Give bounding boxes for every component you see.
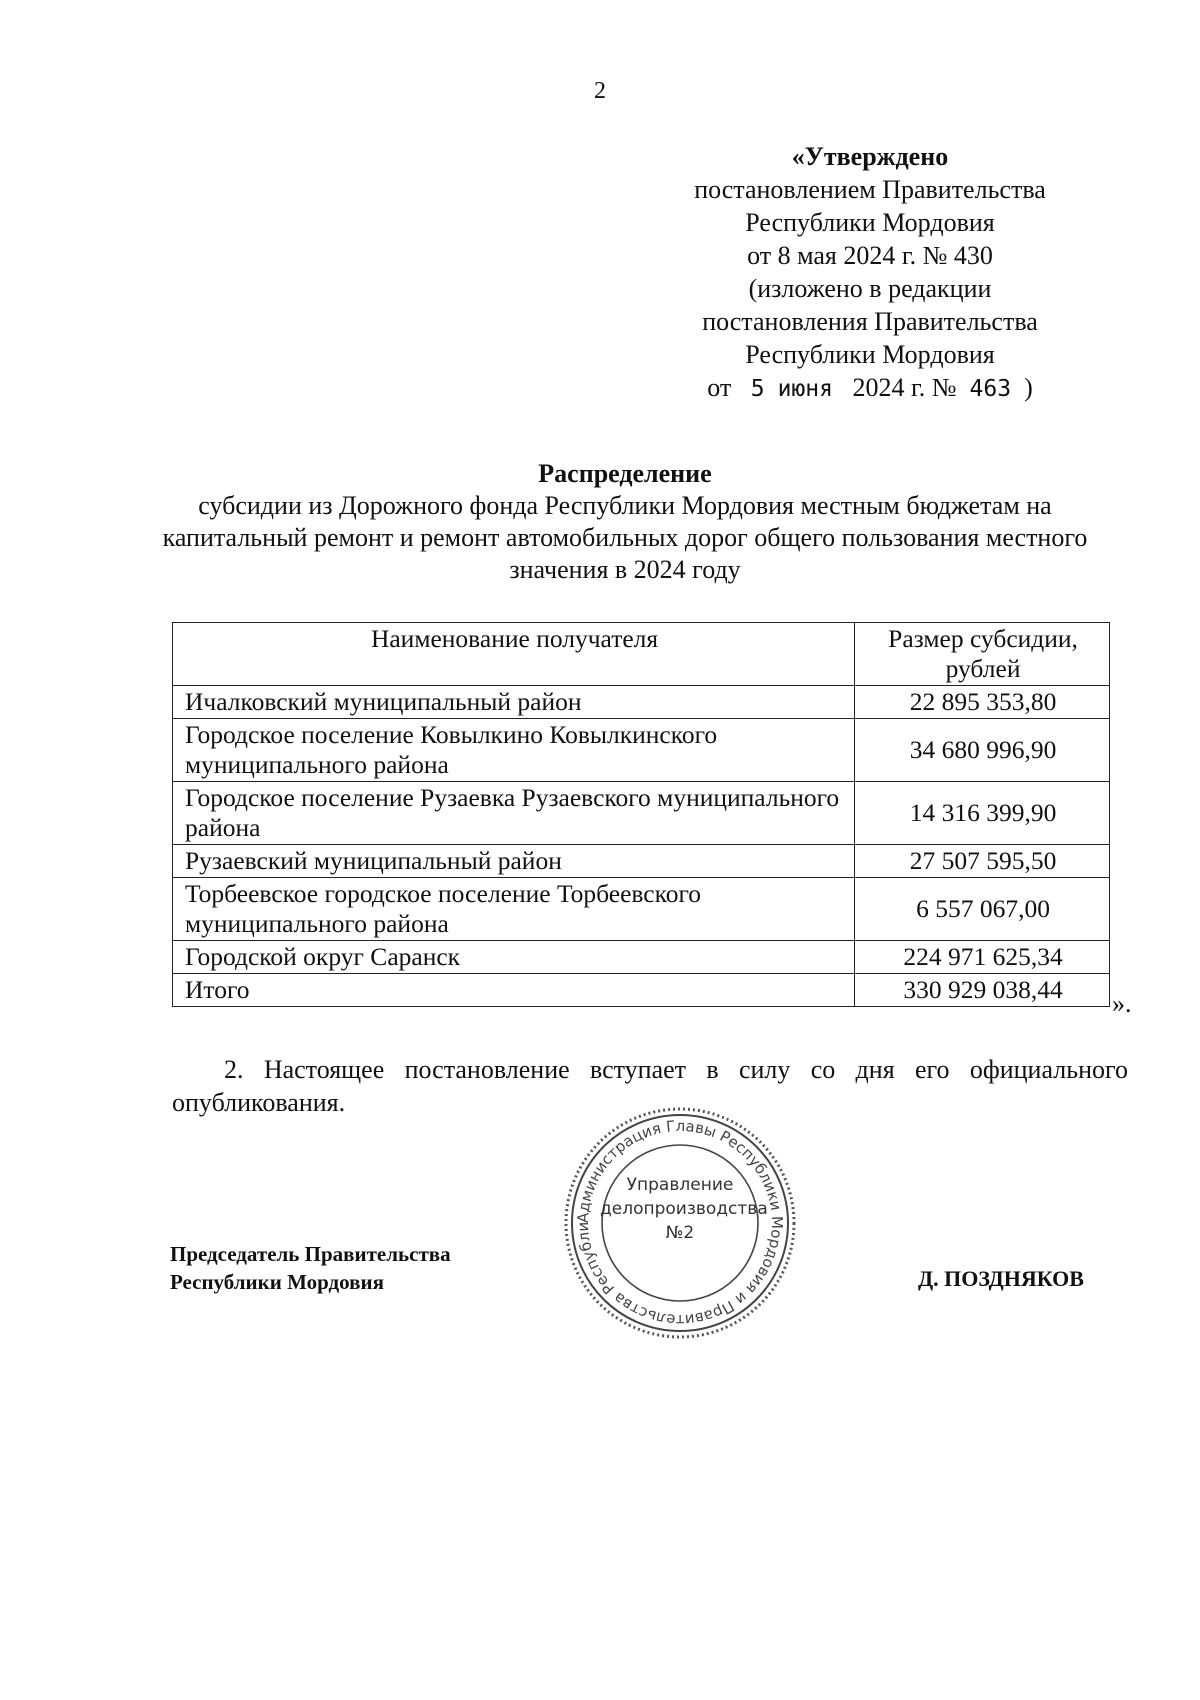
- stamp-line: Управление: [626, 1175, 734, 1195]
- document-subtitle: субсидии из Дорожного фонда Республики Мордовия местным бюджетам на капитальный ремонт и ремонт автомобильных дорог общего пользования местного значения в 2024 году: [162, 491, 1088, 584]
- approval-heading: «Утверждено: [791, 142, 949, 171]
- page-number: 2: [594, 78, 606, 104]
- signer-title: [170, 1240, 451, 1296]
- document-title: Распределение: [538, 459, 712, 488]
- table-header-row: [173, 623, 1110, 686]
- table-row: [173, 941, 1110, 974]
- approval-block: [660, 140, 1080, 406]
- recipient-name: Городское поселение Рузаевка Рузаевского муниципального района: [173, 782, 855, 845]
- approval-line: постановлением Правительства: [694, 175, 1046, 204]
- signer-name: Д. ПОЗДНЯКОВ: [918, 1266, 1084, 1291]
- column-header-recipient: Наименование получателя: [173, 623, 855, 686]
- recipient-name: Рузаевский муниципальный район: [173, 845, 855, 878]
- approval-line: Республики Мордовия: [745, 340, 995, 369]
- table-row: [173, 719, 1110, 782]
- signer-title-line: Председатель Правительства: [170, 1242, 451, 1266]
- distribution-table: [172, 622, 1110, 1007]
- subsidy-amount: 6 557 067,00: [855, 878, 1110, 941]
- subsidy-amount: 22 895 353,80: [855, 686, 1110, 719]
- table-row: [173, 845, 1110, 878]
- document-heading: [160, 458, 1090, 586]
- office-stamp: [560, 1103, 800, 1343]
- recipient-name: Торбеевское городское поселение Торбеевского муниципального района: [173, 878, 855, 941]
- recipient-name: Городской округ Саранск: [173, 941, 855, 974]
- approval-line: Республики Мордовия: [745, 208, 995, 237]
- table-row: [173, 686, 1110, 719]
- subsidy-amount: 34 680 996,90: [855, 719, 1110, 782]
- amendment-month: июня: [777, 376, 833, 402]
- table-row: [173, 878, 1110, 941]
- total-amount: 330 929 038,44: [855, 974, 1110, 1007]
- table-row: [173, 782, 1110, 845]
- amendment-date-line: [660, 371, 1080, 406]
- amendment-number: 463: [969, 376, 1012, 402]
- amendment-year: 2024 г. №: [852, 373, 957, 402]
- closing-quote: ».: [1112, 989, 1132, 1018]
- total-label: Итого: [173, 974, 855, 1007]
- subsidy-amount: 14 316 399,90: [855, 782, 1110, 845]
- approval-line: постановления Правительства: [702, 307, 1038, 336]
- table-total-row: [173, 974, 1110, 1007]
- clause-paragraph: 2. Настоящее постановление вступает в силу со дня его официального опубликования.: [172, 1055, 1128, 1117]
- amendment-day: 5: [750, 376, 765, 402]
- subsidy-amount: 224 971 625,34: [855, 941, 1110, 974]
- recipient-name: Городское поселение Ковылкино Ковылкинского муниципального района: [173, 719, 855, 782]
- approval-line: (изложено в редакции: [748, 274, 992, 303]
- amendment-prefix: от: [707, 373, 732, 402]
- subsidy-amount: 27 507 595,50: [855, 845, 1110, 878]
- stamp-line: №2: [665, 1223, 695, 1243]
- recipient-name: Ичалковский муниципальный район: [173, 686, 855, 719]
- stamp-center-text: [600, 1173, 768, 1245]
- approval-date-line: от 8 мая 2024 г. № 430: [747, 241, 993, 270]
- signer-title-line: Республики Мордовия: [170, 1270, 384, 1294]
- amendment-suffix: ): [1024, 373, 1033, 402]
- column-header-amount: Размер субсидии, рублей: [855, 623, 1110, 686]
- stamp-line: делопроизводства: [600, 1199, 768, 1219]
- stamp-ring-text: Администрация Главы Республики Мордовия и Правительства Республи: [573, 1116, 787, 1330]
